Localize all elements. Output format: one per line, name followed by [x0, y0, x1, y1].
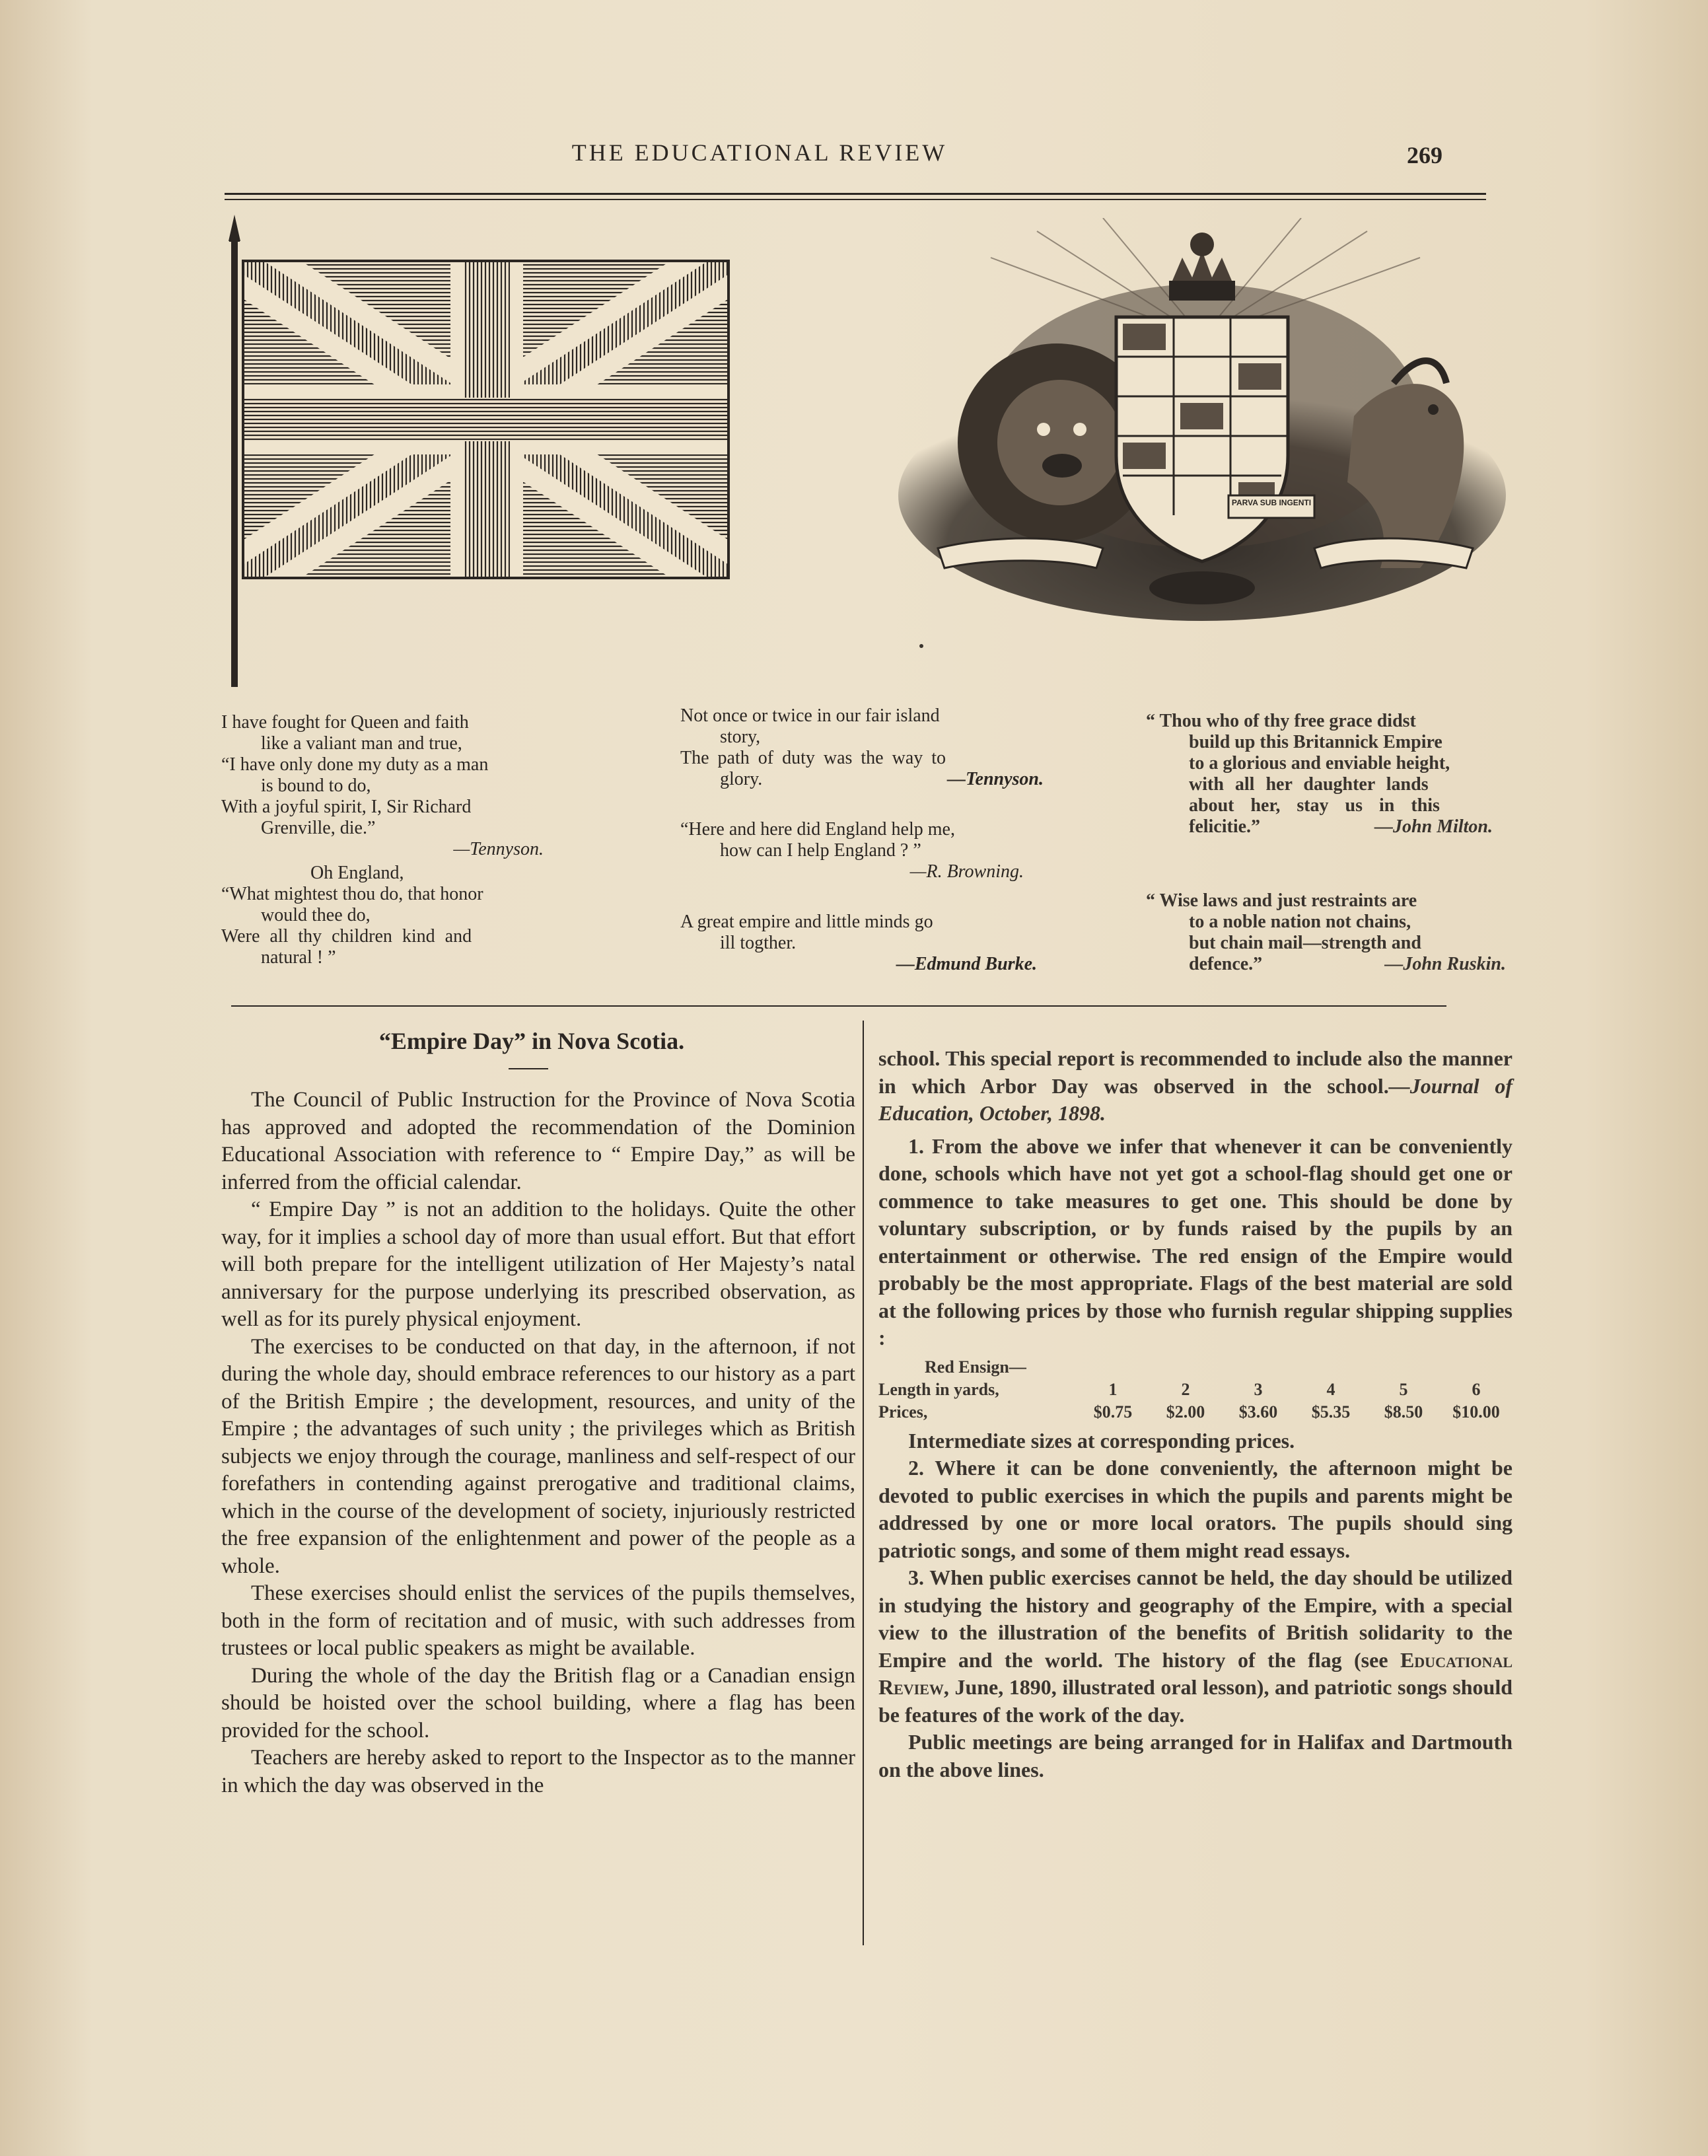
article-right-column: [878, 1045, 1512, 1783]
section-rule: [231, 1005, 1446, 1007]
article-left-column: [221, 1087, 855, 1799]
quote-line: “What mightest thou do, that honor: [221, 884, 483, 904]
length-cell: 3: [1254, 1379, 1263, 1399]
header-rule: [225, 193, 1486, 200]
length-label: Length in yards,: [878, 1379, 999, 1399]
quote-line: Oh England,: [310, 863, 404, 883]
price-cell: $0.75: [1093, 1402, 1133, 1421]
quote-line: natural ! ”: [261, 947, 336, 968]
price-cell: $5.35: [1311, 1402, 1351, 1421]
quote-line: is bound to do,: [261, 775, 371, 796]
quote-column-2: [680, 705, 1050, 975]
quote-line: With a joyful spirit, I, Sir Richard: [221, 797, 472, 817]
quote-line: story,: [720, 727, 761, 747]
quote-attribution: —Tennyson.: [946, 769, 1044, 789]
length-cell: 5: [1399, 1379, 1408, 1399]
quote-line: “ Wise laws and just restraints are: [1146, 890, 1417, 911]
quote-line: with all her daughter lands: [1189, 774, 1429, 795]
point-3: [878, 1564, 1512, 1729]
quote-line: like a valiant man and true,: [261, 733, 462, 754]
price-cell: $8.50: [1384, 1402, 1423, 1421]
article-title: “Empire Day” in Nova Scotia.: [378, 1028, 685, 1054]
quote-attribution: —John Ruskin.: [1384, 954, 1506, 974]
quote-line: “ Thou who of thy free grace didst: [1146, 711, 1416, 731]
quote-line: glory.: [720, 769, 763, 789]
quote-line: Grenville, die.”: [261, 818, 376, 838]
intro-text: school. This special report is recommended to include also the manner in which Arbor Day was observed in the school.: [878, 1046, 1512, 1098]
quote-attribution: —John Milton.: [1374, 816, 1493, 837]
price-row-lengths: [878, 1379, 1512, 1401]
point-3-text-end: , June, 1890, illustrated oral lesson), and patriotic songs should be features of the work of the day.: [878, 1675, 1512, 1727]
column-divider: [863, 1021, 864, 1945]
quote-column-1: [221, 712, 583, 968]
price-cell: $10.00: [1452, 1402, 1500, 1421]
article-paragraph: “ Empire Day ” is not an addition to the holidays. Quite the other way, for it implies a school day of more than usual effort. But that effort will both prepare for the intelligent utilization of Her Majesty’s natal anniversary for the purpose underlying its prescribed observation, as well as for its purely physical enjoyment.: [221, 1198, 855, 1331]
length-cell: 1: [1108, 1379, 1118, 1399]
quote-line: defence.”: [1189, 954, 1263, 974]
prices-label: Prices,: [878, 1402, 928, 1421]
quote-line: Were all thy children kind and: [221, 926, 472, 947]
length-cell: 2: [1181, 1379, 1190, 1399]
article-paragraph: These exercises should enlist the services of the pupils themselves, both in the form of recitation and of music, with such addresses from trustees or local public speakers as might be available.: [221, 1581, 855, 1660]
point-2: 2. Where it can be done conveniently, the afternoon might be devoted to public exercises in which the pupils and parents might be addressed by one or more local orators. The pupils should sing patriotic songs, and some of them might read essays.: [878, 1456, 1512, 1562]
article-paragraph: [878, 1045, 1512, 1128]
coat-of-arms-illustration: [892, 218, 1519, 621]
intermediate-note: Intermediate sizes at corresponding prices.: [908, 1428, 1295, 1453]
point-3-text: 3. When public exercises cannot be held, the day should be utilized in studying the history and geography of the Empire, with a special view to the illustration of the benefits of British solidarity to the Empire and the world. The history of the flag (see: [878, 1565, 1512, 1672]
quote-line: The path of duty was the way to: [680, 748, 946, 768]
quote-line: how can I help England ? ”: [720, 840, 921, 861]
intro-source: —Journal of Education, October, 1898.: [878, 1073, 1513, 1125]
quote-line: “Here and here did England help me,: [680, 819, 955, 840]
point-1: 1. From the above we infer that whenever it can be conveniently done, schools which have not yet got a school-flag should get one or commence to take measures to get one. This should be done by voluntary subscription, or by funds raised by the pupils by an entertainment or otherwise. The red ensign of the Empire would probably be the most appropriate. Flags of the best material are sold at the following prices by those who furnish regular shipping supplies :: [878, 1133, 1512, 1349]
quote-line: felicitie.”: [1189, 816, 1261, 837]
quote-line: to a glorious and enviable height,: [1189, 753, 1450, 773]
length-cell: 4: [1326, 1379, 1335, 1399]
running-head: THE EDUCATIONAL REVIEW: [571, 139, 948, 166]
quote-line: ill togther.: [720, 933, 797, 953]
journal-reference: Educational Review: [878, 1647, 1513, 1699]
quote-line: would thee do,: [261, 905, 371, 925]
quote-line: build up this Britannick Empire: [1189, 732, 1442, 752]
price-row-prices: [878, 1401, 1512, 1423]
coat-of-arms-icon: [892, 218, 1519, 621]
quote-attribution: —Edmund Burke.: [896, 954, 1037, 974]
quote-line: “I have only done my duty as a man: [221, 754, 489, 775]
title-rule: [509, 1068, 548, 1069]
quote-line: I have fought for Queen and faith: [221, 712, 469, 733]
union-jack-icon: [218, 211, 746, 687]
price-cell: $3.60: [1238, 1402, 1278, 1421]
motto-text: PARVA SUB INGENTI: [1231, 498, 1312, 507]
article-paragraph: The Council of Public Instruction for the Province of Nova Scotia has approved and adopted the recommendation of the Dominion Educational Association with reference to “ Empire Day,” as will be inferred from the official calendar.: [221, 1088, 855, 1194]
length-cell: 6: [1472, 1379, 1481, 1399]
ink-speck: [919, 644, 923, 648]
quote-column-3: [1146, 711, 1512, 975]
page-number: 269: [1407, 142, 1442, 168]
quote-line: A great empire and little minds go: [680, 912, 933, 932]
quote-attribution: —Tennyson.: [453, 839, 544, 859]
quote-line: about her, stay us in this: [1189, 795, 1440, 816]
article-paragraph: The exercises to be conducted on that day, in the afternoon, if not during the whole day, should embrace references to our history as a part of the British Empire ; the development, resources, and unity of the Empire ; the advantages of such unity ; the privileges which as British subjects we enjoy through the courage, manliness and self-respect of our forefathers in contending against prerogative and traditional claims, which in the course of the development of society, injuriously restricted the free expansion of the enlightenment and power of the people as a whole.: [221, 1334, 855, 1578]
union-jack-illustration: [218, 211, 746, 687]
quote-line: to a noble nation not chains,: [1189, 912, 1411, 932]
price-table-caption: Red Ensign—: [925, 1357, 1026, 1377]
price-table: [878, 1356, 1512, 1423]
quote-line: Not once or twice in our fair island: [680, 705, 940, 726]
article-paragraph: Teachers are hereby asked to report to the Inspector as to the manner in which the day was observed in the: [221, 1746, 855, 1797]
article-paragraph: During the whole of the day the British flag or a Canadian ensign should be hoisted over the school building, where a flag has been provided for the school.: [221, 1663, 855, 1743]
quote-line: but chain mail—strength and: [1189, 933, 1421, 953]
price-cell: $2.00: [1166, 1402, 1205, 1421]
quote-attribution: —R. Browning.: [909, 861, 1024, 882]
closing-paragraph: Public meetings are being arranged for in Halifax and Dartmouth on the above lines.: [878, 1730, 1512, 1781]
